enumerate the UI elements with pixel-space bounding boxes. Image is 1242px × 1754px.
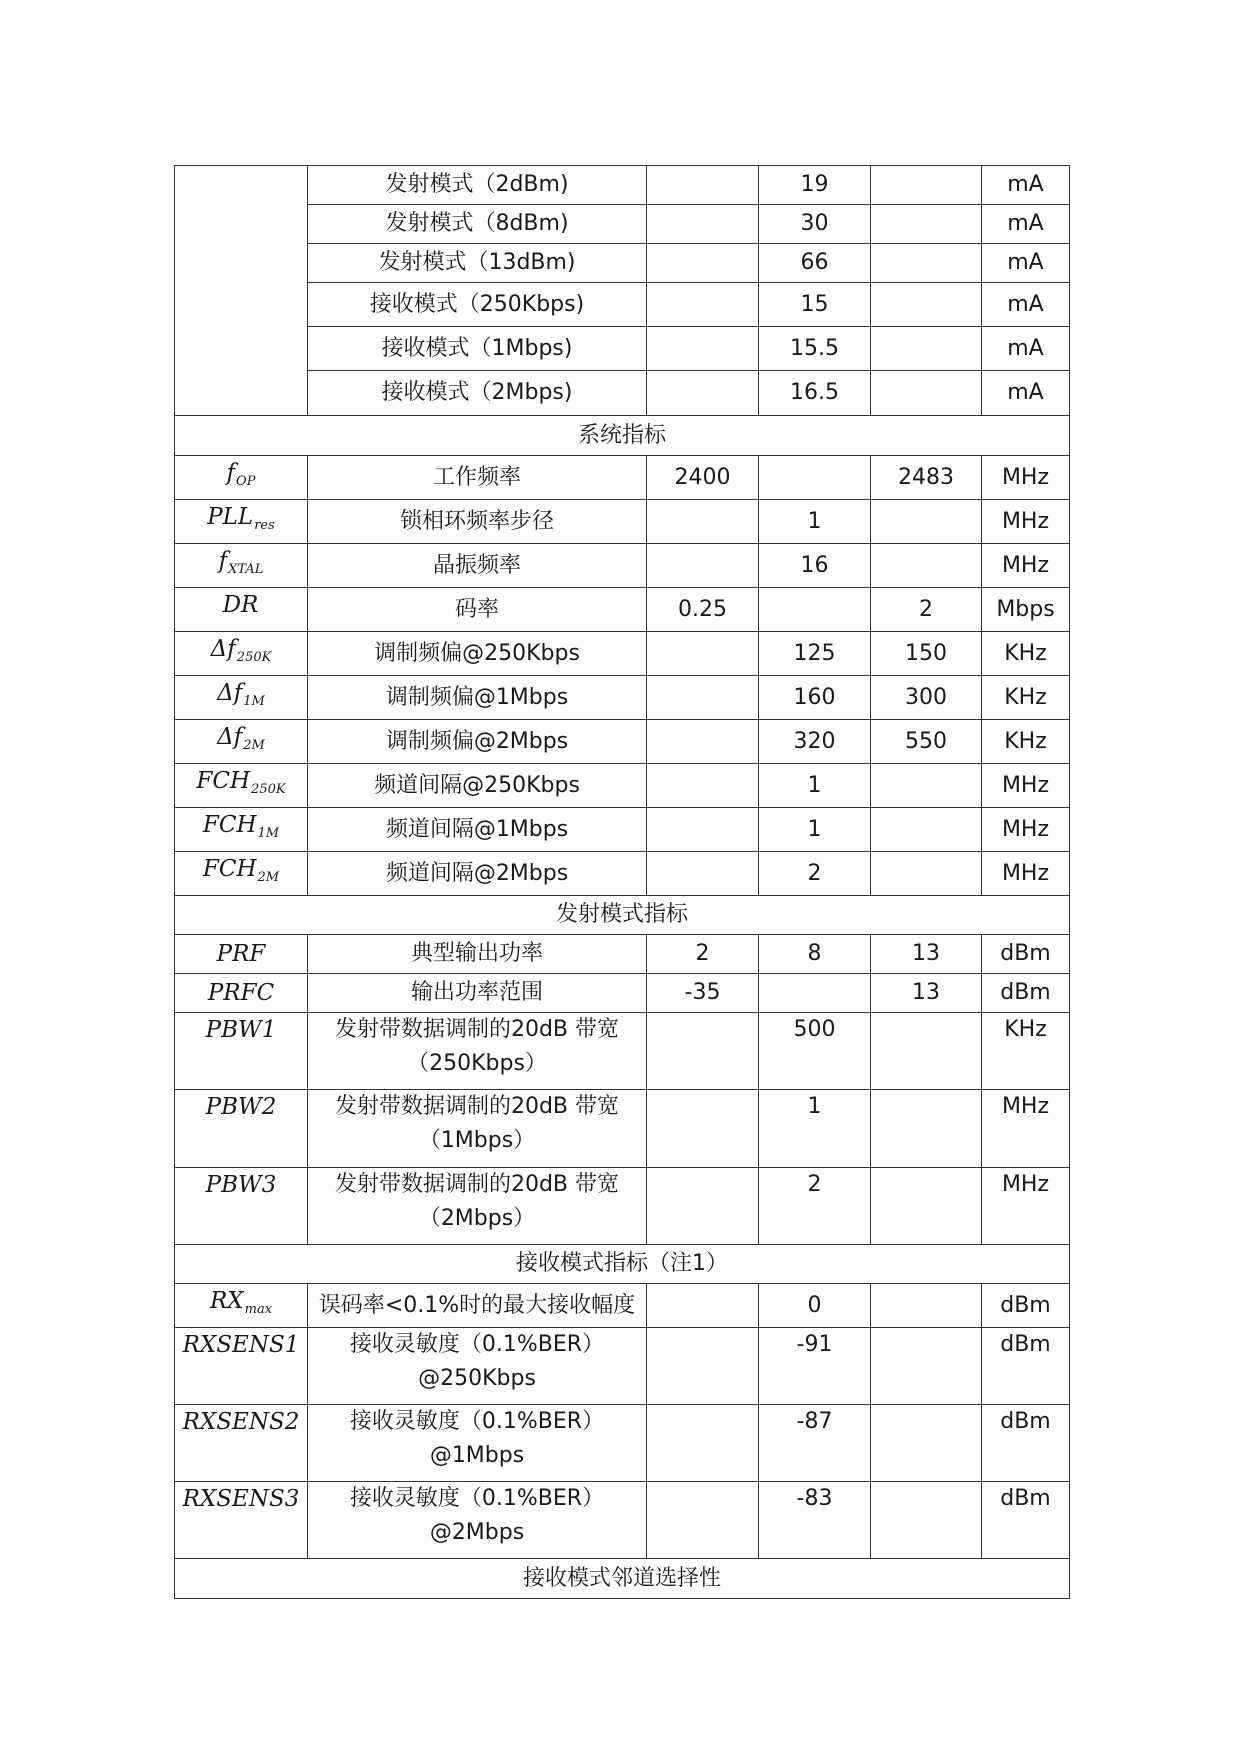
section-row [175, 896, 1070, 935]
min-cell [647, 1090, 759, 1168]
param-line-2: @250Kbps [418, 1366, 536, 1391]
min-cell [647, 244, 759, 283]
max-cell [871, 166, 982, 205]
unit-cell: Mbps [982, 588, 1070, 632]
param-line-1: 发射带数据调制的20dB 带宽 [334, 1094, 620, 1119]
param-cell: 锁相环频率步径 [308, 500, 647, 544]
typ-cell: 19 [759, 166, 871, 205]
symbol-cell [175, 500, 308, 544]
typ-cell: -87 [759, 1405, 871, 1482]
symbol-cell: RXSENS3 [175, 1482, 308, 1559]
section-row [175, 416, 1070, 456]
symbol-subscript: res [254, 518, 275, 533]
symbol-cell: RXSENS1 [175, 1328, 308, 1405]
symbol-text: RX [209, 1288, 244, 1314]
unit-cell: dBm [982, 974, 1070, 1013]
symbol-cell: RXSENS2 [175, 1405, 308, 1482]
min-cell [647, 371, 759, 416]
symbol-subscript: 2M [243, 738, 265, 753]
min-cell: 0.25 [647, 588, 759, 632]
param-line-2: （1Mbps） [418, 1128, 536, 1153]
min-cell [647, 852, 759, 896]
symbol-text: f [226, 460, 236, 486]
symbol-subscript: 2M [257, 870, 280, 885]
spec-table [174, 165, 1070, 1599]
unit-cell: mA [982, 166, 1070, 205]
min-cell [647, 166, 759, 205]
max-cell [871, 244, 982, 283]
typ-cell: 1 [759, 1090, 871, 1168]
min-cell: 2400 [647, 456, 759, 500]
unit-cell: mA [982, 283, 1070, 327]
symbol-text: Δf [217, 680, 243, 706]
table-row [175, 632, 1070, 676]
unit-cell: dBm [982, 935, 1070, 974]
symbol-cell: PBW1 [175, 1013, 308, 1090]
param-line-1: 发射带数据调制的20dB 带宽 [334, 1172, 620, 1197]
param-cell: 频道间隔@2Mbps [308, 852, 647, 896]
typ-cell: 15.5 [759, 327, 871, 371]
typ-cell: -91 [759, 1328, 871, 1405]
typ-cell: 0 [759, 1284, 871, 1328]
param-cell: 发射模式（13dBm) [308, 244, 647, 283]
table-row [175, 852, 1070, 896]
min-cell [647, 1013, 759, 1090]
symbol-text: FCH [202, 812, 257, 838]
symbol-cell [175, 852, 308, 896]
min-cell [647, 1168, 759, 1245]
typ-cell: 2 [759, 1168, 871, 1245]
param-cell: 误码率<0.1%时的最大接收幅度 [308, 1284, 647, 1328]
unit-cell: MHz [982, 544, 1070, 588]
symbol-cell [175, 1284, 308, 1328]
symbol-subscript: OP [236, 474, 256, 489]
typ-cell: 160 [759, 676, 871, 720]
table-row [175, 1284, 1070, 1328]
min-cell [647, 1405, 759, 1482]
min-cell [647, 1482, 759, 1559]
max-cell: 2483 [871, 456, 982, 500]
table-row [175, 544, 1070, 588]
min-cell [647, 676, 759, 720]
typ-cell: 1 [759, 808, 871, 852]
table-row [175, 1090, 1070, 1168]
table-row [175, 205, 1070, 244]
max-cell [871, 500, 982, 544]
typ-cell: 8 [759, 935, 871, 974]
param-cell: 接收模式（250Kbps) [308, 283, 647, 327]
typ-cell: 1 [759, 500, 871, 544]
table-row [175, 1168, 1070, 1245]
unit-cell: mA [982, 244, 1070, 283]
typ-cell: 15 [759, 283, 871, 327]
unit-cell: KHz [982, 676, 1070, 720]
table-row [175, 166, 1070, 205]
param-cell [308, 1168, 647, 1245]
typ-cell: 1 [759, 764, 871, 808]
table-row [175, 371, 1070, 416]
min-cell: 2 [647, 935, 759, 974]
table-row [175, 676, 1070, 720]
symbol-cell: PBW3 [175, 1168, 308, 1245]
unit-cell: dBm [982, 1405, 1070, 1482]
table-row [175, 456, 1070, 500]
param-cell: 接收模式（1Mbps) [308, 327, 647, 371]
symbol-subscript: 1M [257, 826, 280, 841]
max-cell: 300 [871, 676, 982, 720]
section-row [175, 1245, 1070, 1284]
typ-cell [759, 974, 871, 1013]
typ-cell: 16 [759, 544, 871, 588]
max-cell [871, 1405, 982, 1482]
param-cell: 频道间隔@1Mbps [308, 808, 647, 852]
symbol-text: PLL [207, 504, 254, 530]
table-row [175, 327, 1070, 371]
max-cell: 13 [871, 974, 982, 1013]
table-row [175, 244, 1070, 283]
min-cell [647, 808, 759, 852]
typ-cell: 2 [759, 852, 871, 896]
symbol-cell [175, 544, 308, 588]
param-cell: 调制频偏@1Mbps [308, 676, 647, 720]
symbol-text: FCH [202, 856, 257, 882]
param-cell: 调制频偏@2Mbps [308, 720, 647, 764]
table-row [175, 500, 1070, 544]
param-line-2: @1Mbps [429, 1443, 525, 1468]
typ-cell: -83 [759, 1482, 871, 1559]
typ-cell: 30 [759, 205, 871, 244]
min-cell [647, 544, 759, 588]
max-cell [871, 1013, 982, 1090]
section-heading-system: 系统指标 [175, 416, 1070, 456]
typ-cell: 500 [759, 1013, 871, 1090]
symbol-text: Δf [217, 724, 243, 750]
unit-cell: mA [982, 371, 1070, 416]
max-cell [871, 371, 982, 416]
min-cell: -35 [647, 974, 759, 1013]
param-cell [308, 1328, 647, 1405]
symbol-text: FCH [196, 768, 251, 794]
symbol-text: f [218, 548, 228, 574]
max-cell: 13 [871, 935, 982, 974]
min-cell [647, 205, 759, 244]
param-cell: 码率 [308, 588, 647, 632]
max-cell [871, 1328, 982, 1405]
symbol-cell [175, 720, 308, 764]
symbol-cell: PBW2 [175, 1090, 308, 1168]
symbol-cell: PRF [175, 935, 308, 974]
unit-cell: MHz [982, 808, 1070, 852]
section-heading-rx: 接收模式指标（注1） [175, 1245, 1070, 1284]
table-row [175, 1328, 1070, 1405]
param-cell: 接收模式（2Mbps) [308, 371, 647, 416]
symbol-cell [175, 676, 308, 720]
max-cell [871, 808, 982, 852]
max-cell: 2 [871, 588, 982, 632]
unit-cell: MHz [982, 1168, 1070, 1245]
symbol-cell [175, 764, 308, 808]
max-cell [871, 1284, 982, 1328]
table-row [175, 1482, 1070, 1559]
symbol-cell [175, 632, 308, 676]
unit-cell: mA [982, 205, 1070, 244]
unit-cell: dBm [982, 1328, 1070, 1405]
unit-cell: MHz [982, 456, 1070, 500]
table-row [175, 1405, 1070, 1482]
table-row [175, 974, 1070, 1013]
unit-cell: dBm [982, 1482, 1070, 1559]
param-line-2: @2Mbps [429, 1520, 525, 1545]
max-cell [871, 205, 982, 244]
unit-cell: MHz [982, 1090, 1070, 1168]
param-cell: 发射模式（8dBm) [308, 205, 647, 244]
symbol-cell [175, 588, 308, 632]
symbol-subscript: max [244, 1302, 273, 1317]
unit-cell: KHz [982, 720, 1070, 764]
param-cell [308, 1482, 647, 1559]
max-cell [871, 283, 982, 327]
symbol-cell-empty [175, 166, 308, 416]
min-cell [647, 500, 759, 544]
param-cell [308, 1405, 647, 1482]
table-row [175, 283, 1070, 327]
min-cell [647, 327, 759, 371]
symbol-subscript: 1M [243, 694, 265, 709]
max-cell [871, 327, 982, 371]
symbol-text: Δf [210, 636, 236, 662]
table-row [175, 764, 1070, 808]
param-cell: 输出功率范围 [308, 974, 647, 1013]
param-line-1: 接收灵敏度（0.1%BER） [349, 1332, 605, 1357]
max-cell [871, 852, 982, 896]
symbol-subscript: XTAL [228, 562, 264, 577]
typ-cell: 66 [759, 244, 871, 283]
table-row [175, 935, 1070, 974]
param-cell: 频道间隔@250Kbps [308, 764, 647, 808]
param-cell: 工作频率 [308, 456, 647, 500]
min-cell [647, 1284, 759, 1328]
unit-cell: KHz [982, 1013, 1070, 1090]
max-cell [871, 1482, 982, 1559]
param-cell [308, 1013, 647, 1090]
min-cell [647, 283, 759, 327]
table-row [175, 720, 1070, 764]
param-cell: 发射模式（2dBm) [308, 166, 647, 205]
param-line-2: （250Kbps） [407, 1051, 547, 1076]
typ-cell: 16.5 [759, 371, 871, 416]
unit-cell: MHz [982, 852, 1070, 896]
unit-cell: MHz [982, 764, 1070, 808]
typ-cell: 125 [759, 632, 871, 676]
param-cell: 典型输出功率 [308, 935, 647, 974]
param-line-1: 发射带数据调制的20dB 带宽 [334, 1017, 620, 1042]
unit-cell: MHz [982, 500, 1070, 544]
symbol-subscript: 250K [236, 650, 272, 665]
param-line-1: 接收灵敏度（0.1%BER） [349, 1486, 605, 1511]
section-heading-tx: 发射模式指标 [175, 896, 1070, 935]
unit-cell: dBm [982, 1284, 1070, 1328]
param-cell: 调制频偏@250Kbps [308, 632, 647, 676]
table-row [175, 1013, 1070, 1090]
unit-cell: KHz [982, 632, 1070, 676]
param-line-2: （2Mbps） [418, 1206, 536, 1231]
max-cell [871, 1090, 982, 1168]
table-row [175, 588, 1070, 632]
min-cell [647, 1328, 759, 1405]
symbol-cell: PRFC [175, 974, 308, 1013]
typ-cell: 320 [759, 720, 871, 764]
table-row [175, 808, 1070, 852]
param-cell [308, 1090, 647, 1168]
param-cell: 晶振频率 [308, 544, 647, 588]
max-cell: 550 [871, 720, 982, 764]
symbol-cell [175, 456, 308, 500]
param-line-1: 接收灵敏度（0.1%BER） [349, 1409, 605, 1434]
symbol-subscript: 250K [251, 782, 286, 797]
section-row [175, 1559, 1070, 1599]
typ-cell [759, 456, 871, 500]
max-cell [871, 544, 982, 588]
max-cell: 150 [871, 632, 982, 676]
section-heading-adjacent: 接收模式邻道选择性 [175, 1559, 1070, 1599]
typ-cell [759, 588, 871, 632]
min-cell [647, 632, 759, 676]
unit-cell: mA [982, 327, 1070, 371]
max-cell [871, 764, 982, 808]
symbol-cell [175, 808, 308, 852]
min-cell [647, 764, 759, 808]
max-cell [871, 1168, 982, 1245]
min-cell [647, 720, 759, 764]
symbol-text: DR [222, 592, 259, 618]
